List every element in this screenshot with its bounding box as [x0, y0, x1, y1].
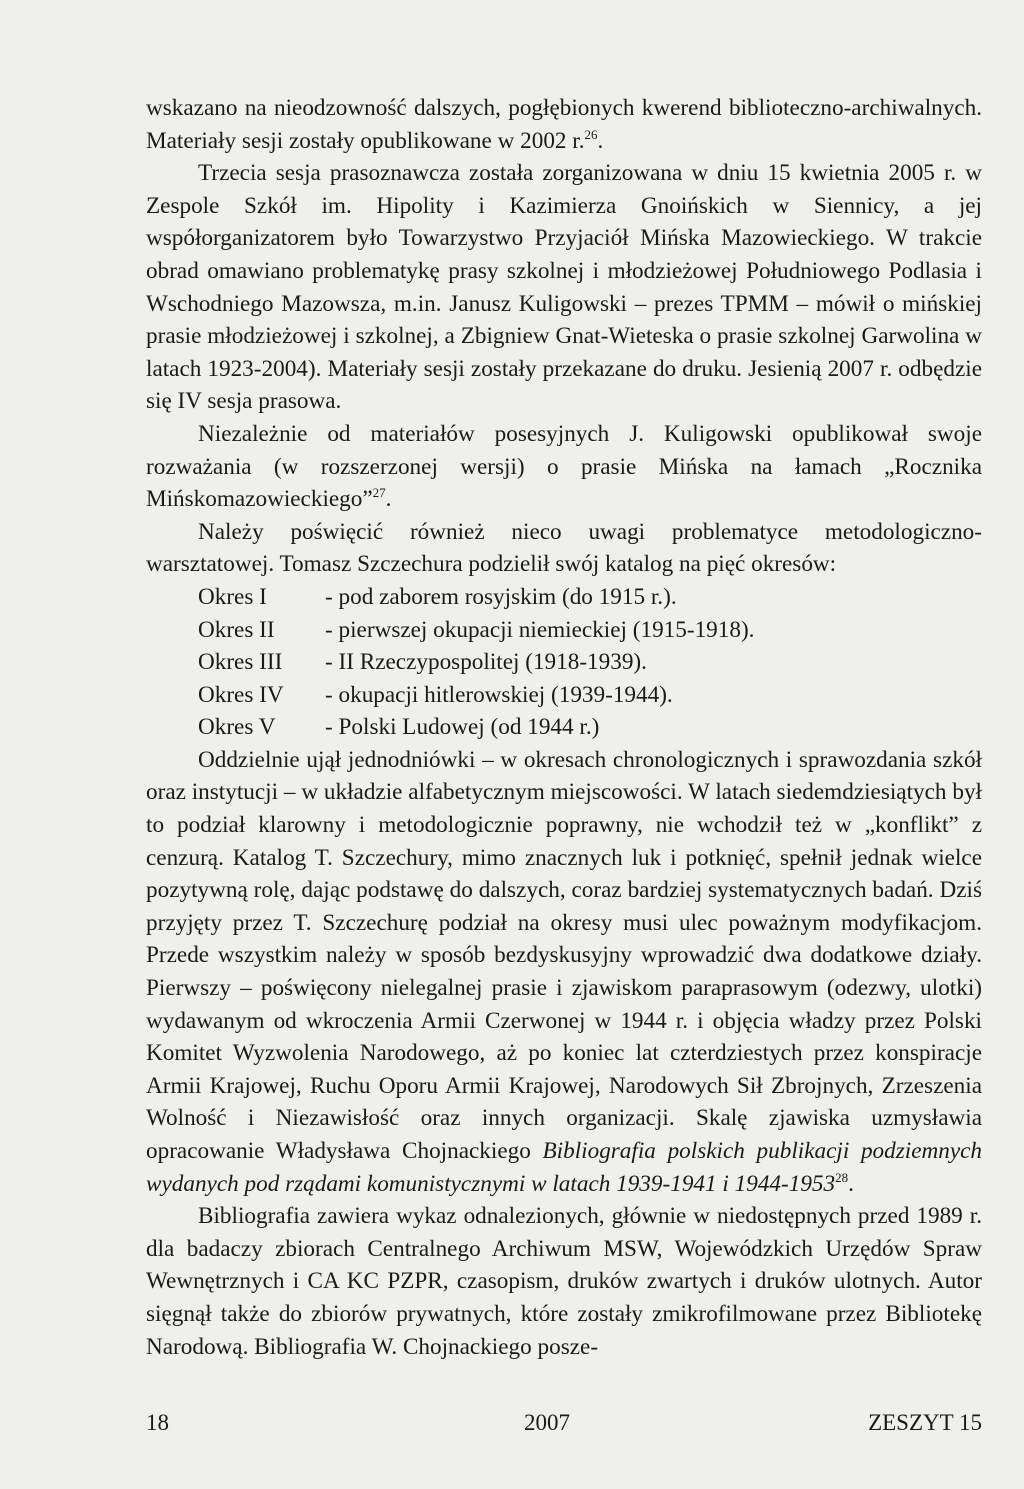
paragraph-6: Bibliografia zawiera wykaz odnalezionych, głównie w niedostępnych przed 1989 r. dla badaczy zbiorach Centralnego Archiwum MSW, Wojewódzkich Urzędów Spraw Wewnętrznych i CA KC PZPR, czasopism, druków zwartych i druków ulotnych. Autor sięgnął także do zbiorów prywatnych, które zostały zmikrofilmowane przez Bibliotekę Narodową. Bibliografia W. Chojnackiego posze-: [146, 1203, 982, 1360]
period-desc: - II Rzeczypospolitej (1918-1939).: [325, 649, 647, 676]
paragraph-1: wskazano na nieodzowność dalszych, pogłębionych kwerend biblioteczno-archiwalnych. Materiały sesji zostały opublikowane w 2002 r.$^{26}$.: [146, 95, 982, 154]
period-name: Okres I: [198, 583, 267, 610]
period-row: [146, 614, 982, 647]
period-row: [146, 646, 982, 679]
period-desc: - Polski Ludowej (od 1944 r.): [325, 714, 600, 741]
page-number: 18: [146, 1410, 169, 1435]
paragraph-4: Należy poświęcić również nieco uwagi problematyce metodologiczno-warsztatowej. Tomasz Szczechura podzielił swój katalog na pięć okresów:: [146, 518, 982, 578]
paragraph-3: Niezależnie od materiałów posesyjnych J. Kuligowski opublikował swoje rozważania (w rozszerzonej wersji) o prasie Mińska na łamach „Rocznika Mińskomazowieckiego”$^{27}$.: [146, 420, 982, 513]
period-name: Okres IV: [198, 681, 284, 708]
period-desc: - okupacji hitlerowskiej (1939-1944).: [325, 681, 673, 708]
issue-label: ZESZYT 15: [868, 1410, 982, 1435]
period-name: Okres II: [198, 616, 275, 643]
period-desc: - pierwszej okupacji niemieckiej (1915-1918).: [325, 616, 755, 643]
period-name: Okres III: [198, 649, 283, 676]
footnote-ref-28: 28: [835, 1169, 849, 1185]
period-list: [146, 581, 982, 744]
period-row: [146, 679, 982, 712]
footnote-ref-27: 27: [372, 485, 386, 501]
paragraph-2: Trzecia sesja prasoznawcza została zorganizowana w dniu 15 kwietnia 2005 r. w Zespole Szkół im. Hipolity i Kazimierza Gnoińskich w Siennicy, a jej współorganizatorem było Towarzystwo Przyjaciół Mińska Mazowieckiego. W trakcie obrad omawiano problematykę prasy szkolnej i młodzieżowej Południowego Podlasia i Wschodniego Mazowsza, m.in. Janusz Kuligowski – prezes TPMM – mówił o mińskiej prasie młodzieżowej i szkolnej, a Zbigniew Gnat-Wieteska o prasie szkolnej Garwolina w latach 1923-2004). Materiały sesji zostały przekazane do druku. Jesienią 2007 r. odbędzie się IV sesja prasowa.: [146, 160, 982, 415]
period-desc: - pod zaborem rosyjskim (do 1915 r.).: [325, 583, 677, 610]
book-title: Bibliografia polskich publikacji podziemnych wydanych pod rządami komunistycznymi w latach 1939-1941 i 1944-1953: [146, 1138, 983, 1197]
period-row: [146, 711, 982, 744]
period-name: Okres V: [198, 714, 276, 741]
period-row: [146, 581, 982, 614]
issue-year: 2007: [524, 1410, 570, 1435]
paragraph-5: Oddzielnie ujął jednodniówki – w okresach chronologicznych i sprawozdania szkół oraz instytucji – w układzie alfabetycznym miejscowości. W latach siedemdziesiątych był to podział klarowny i metodologicznie poprawny, nie wchodził też w „konflikt” z cenzurą. Katalog T. Szczechury, mimo znacznych luk i potknięć, spełnił jednak wielce pozytywną rolę, dając podstawę do dalszych, coraz bardziej systematycznych badań. Dziś przyjęty przez T. Szczechurę podział na okresy musi ulec poważnym modyfikacjom. Przede wszystkim należy w sposób bezdyskusyjny wprowadzić dwa dodatkowe działy. Pierwszy – poświęcony nielegalnej prasie i zjawiskom paraprasowym (odezwy, ulotki) wydawanym od wkroczenia Armii Czerwonej w 1944 r. i objęcia władzy przez Polski Komitet Wyzwolenia Narodowego, aż po koniec lat czterdziestych przez konspiracje Armii Krajowej, Ruchu Oporu Armii Krajowej, Narodowych Sił Zbrojnych, Zrzeszenia Wolność i Niezawisłość oraz innych organizacji. Skalę zjawiska uzmysławia opracowanie Władysława Chojnackiego Bibliografia polskich publikacji podziemnych wydanych pod rządami komunistycznymi w latach 1939-1941 i 1944-1953$^{28}$.: [146, 746, 983, 1197]
footnote-ref-26: 26: [584, 126, 598, 142]
page-body: [146, 92, 982, 1363]
